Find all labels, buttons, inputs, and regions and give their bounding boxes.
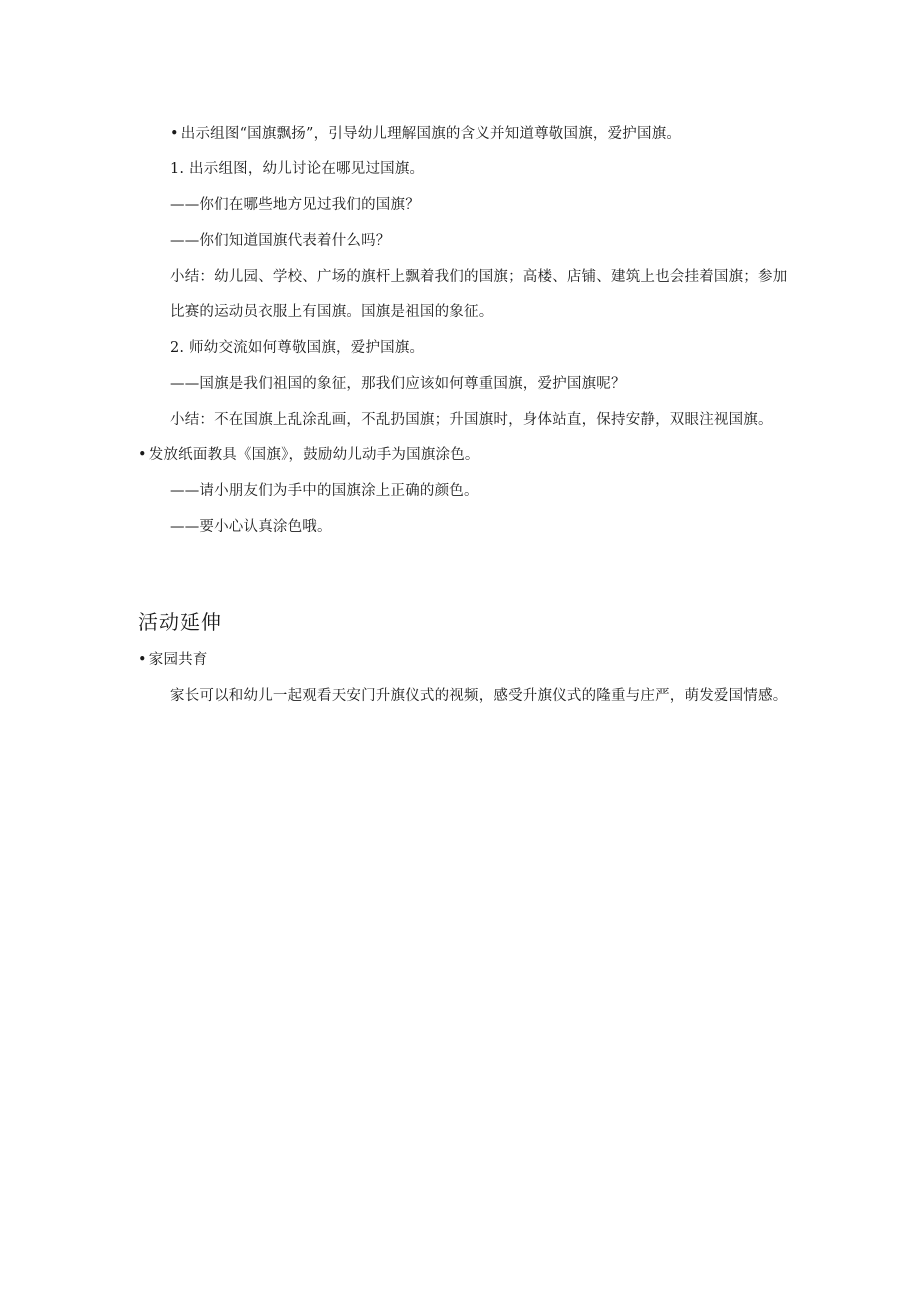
question-5-text: ——要小心认真涂色哦。 — [170, 519, 332, 535]
summary-1-line-1: 小结：幼儿园、学校、广场的旗杆上飘着我们的国旗；高楼、店铺、建筑上也会挂着国旗；参加 — [170, 269, 788, 285]
question-3-text: ——国旗是我们祖国的象征，那我们应该如何尊重国旗，爱护国旗呢？ — [170, 376, 626, 392]
bullet-icon: • — [138, 652, 147, 668]
bullet-icon: • — [170, 126, 179, 142]
step-1-text: 1. 出示组图，幼儿讨论在哪见过国旗。 — [170, 161, 425, 177]
bullet-icon: • — [138, 447, 147, 463]
bullet-item-home-school — [138, 650, 208, 670]
step-2-text: 2. 师幼交流如何尊敬国旗，爱护国旗。 — [170, 340, 425, 356]
summary-2-text: 小结：不在国旗上乱涂乱画，不乱扔国旗；升国旗时，身体站直，保持安静，双眼注视国旗。 — [170, 412, 773, 428]
bullet-item-text: 出示组图“国旗飘扬”，引导幼儿理解国旗的含义并知道尊敬国旗，爱护国旗。 — [180, 126, 682, 142]
bullet-item-coloring — [138, 445, 480, 465]
bullet-item-text: 发放纸面教具《国旗》，鼓励幼儿动手为国旗涂色。 — [148, 447, 480, 463]
summary-1-line-2: 比赛的运动员衣服上有国旗。国旗是祖国的象征。 — [170, 304, 494, 320]
bullet-item-show-pictures — [170, 124, 681, 144]
question-2-text: ——你们知道国旗代表着什么吗？ — [170, 233, 391, 249]
extension-paragraph: 家长可以和幼儿一起观看天安门升旗仪式的视频，感受升旗仪式的隆重与庄严，萌发爱国情感。 — [170, 688, 788, 704]
question-1-text: ——你们在哪些地方见过我们的国旗？ — [170, 197, 420, 213]
question-4-text: ——请小朋友们为手中的国旗涂上正确的颜色。 — [170, 483, 479, 499]
bullet-item-text: 家园共育 — [148, 652, 208, 668]
section-heading-extension: 活动延伸 — [138, 610, 222, 634]
